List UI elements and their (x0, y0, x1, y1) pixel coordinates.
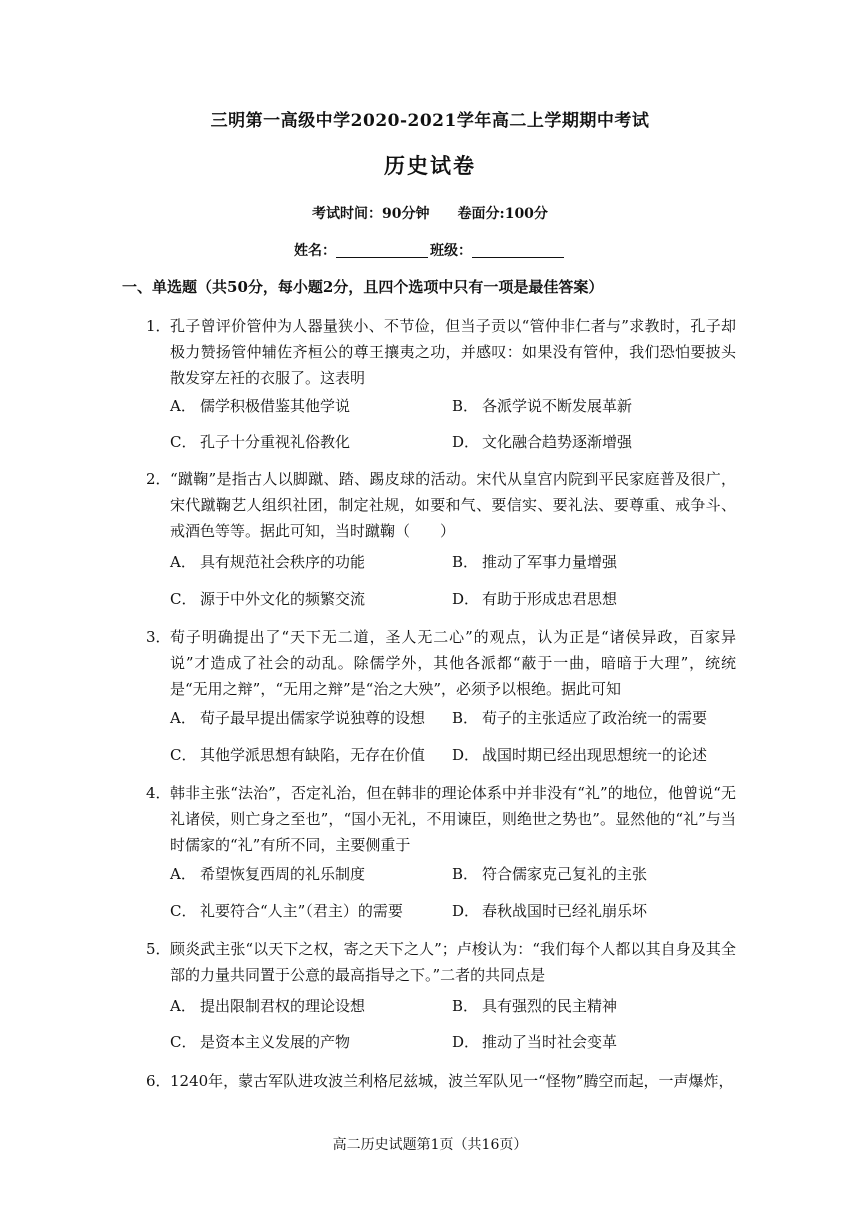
option-d: D． 战国时期已经出现思想统一的论述 (452, 746, 708, 764)
option-b: B． 荀子的主张适应了政治统一的需要 (452, 709, 708, 727)
class-blank (472, 243, 564, 258)
question-number: 4． (146, 784, 171, 802)
option-a: A． 荀子最早提出儒家学说独尊的设想 (170, 709, 426, 727)
question-3 (146, 624, 736, 702)
question-number: 5． (146, 940, 171, 958)
exam-title: 三明第一高级中学2020-2021学年高二上学期期中考试 (210, 111, 650, 131)
option-a: A． 提出限制君权的理论设想 (170, 997, 366, 1015)
question-4 (146, 780, 736, 858)
question-stem: 顾炎武主张“以天下之权，寄之天下之人”；卢梭认为：“我们每个人都以其自身及其全部的力量共同置于公意的最高指导之下。”二者的共同点是 (170, 940, 736, 984)
question-stem: 孔子曾评价管仲为人器量狭小、不节俭，但当子贡以“管仲非仁者与”求教时，孔子却极力赞扬管仲辅佐齐桓公的尊王攘夷之功，并感叹：如果没有管仲，我们恐怕要披头散发穿左衽的衣服了。这表明 (170, 317, 736, 387)
exam-score: 卷面分:100分 (457, 206, 548, 222)
option-d: D． 有助于形成忠君思想 (452, 590, 618, 608)
option-b: B． 具有强烈的民主精神 (452, 997, 618, 1015)
option-b: B． 推动了军事力量增强 (452, 553, 618, 571)
question-stem: 荀子明确提出了“天下无二道，圣人无二心”的观点，认为正是“诸侯异政，百家异说”才造成了社会的动乱。除儒学外，其他各派都“蔽于一曲，暗暗于大理”，统统是“无用之辩”，“无用之辩”是“治之大殃”，必须予以根绝。据此可知 (170, 628, 736, 698)
page-footer: 高二历史试题第1页（共16页） (332, 1137, 528, 1153)
student-info-line (0, 240, 860, 260)
option-b: B． 符合儒家克己复礼的主张 (452, 865, 648, 883)
question-number: 2． (146, 470, 171, 488)
exam-subject: 历史试卷 (384, 153, 476, 178)
option-d: D． 推动了当时社会变革 (452, 1033, 618, 1051)
question-2 (146, 466, 736, 544)
option-a: A． 具有规范社会秩序的功能 (170, 553, 366, 571)
question-stem: 1240年，蒙古军队进攻波兰利格尼兹城，波兰军队见一“怪物”腾空而起，一声爆炸， (170, 1072, 734, 1090)
question-stem: 韩非主张“法治”，否定礼治，但在韩非的理论体系中并非没有“礼”的地位，他曾说“无礼诸侯，则亡身之至也”，“国小无礼，不用谏臣，则绝世之势也”。显然他的“礼”与当时儒家的“礼”有所不同，主要侧重于 (170, 784, 736, 854)
name-label: 姓名： (294, 243, 336, 259)
option-c: C． 是资本主义发展的产物 (170, 1033, 351, 1051)
name-blank (336, 243, 428, 258)
option-d: D． 文化融合趋势逐渐增强 (452, 433, 633, 451)
option-c: C． 孔子十分重视礼俗教化 (170, 433, 351, 451)
question-number: 3． (146, 628, 171, 646)
section-heading: 一、单选题（共50分，每小题2分，且四个选项中只有一项是最佳答案） (122, 278, 604, 296)
exam-time: 考试时间：90分钟 (312, 206, 430, 222)
question-number: 6． (146, 1072, 171, 1090)
question-6 (146, 1068, 736, 1094)
option-d: D． 春秋战国时已经礼崩乐坏 (452, 902, 648, 920)
option-c: C． 其他学派思想有缺陷，无存在价值 (170, 746, 426, 764)
option-c: C． 礼要符合“人主”（君主）的需要 (170, 902, 403, 920)
question-1 (146, 313, 736, 391)
class-label: 班级： (430, 243, 472, 259)
option-b: B． 各派学说不断发展革新 (452, 397, 633, 415)
option-a: A． 儒学积极借鉴其他学说 (170, 397, 351, 415)
option-a: A． 希望恢复西周的礼乐制度 (170, 865, 366, 883)
question-5 (146, 936, 736, 988)
exam-meta (0, 203, 860, 223)
question-stem: “蹴鞠”是指古人以脚蹴、踏、踢皮球的活动。宋代从皇宫内院到平民家庭普及很广，宋代蹴鞠艺人组织社团，制定社规，如要和气、要信实、要礼法、要尊重、戒争斗、戒酒色等等。据此可知，当时蹴鞠（ ） (170, 470, 736, 540)
option-c: C． 源于中外文化的频繁交流 (170, 590, 366, 608)
question-number: 1． (146, 317, 171, 335)
